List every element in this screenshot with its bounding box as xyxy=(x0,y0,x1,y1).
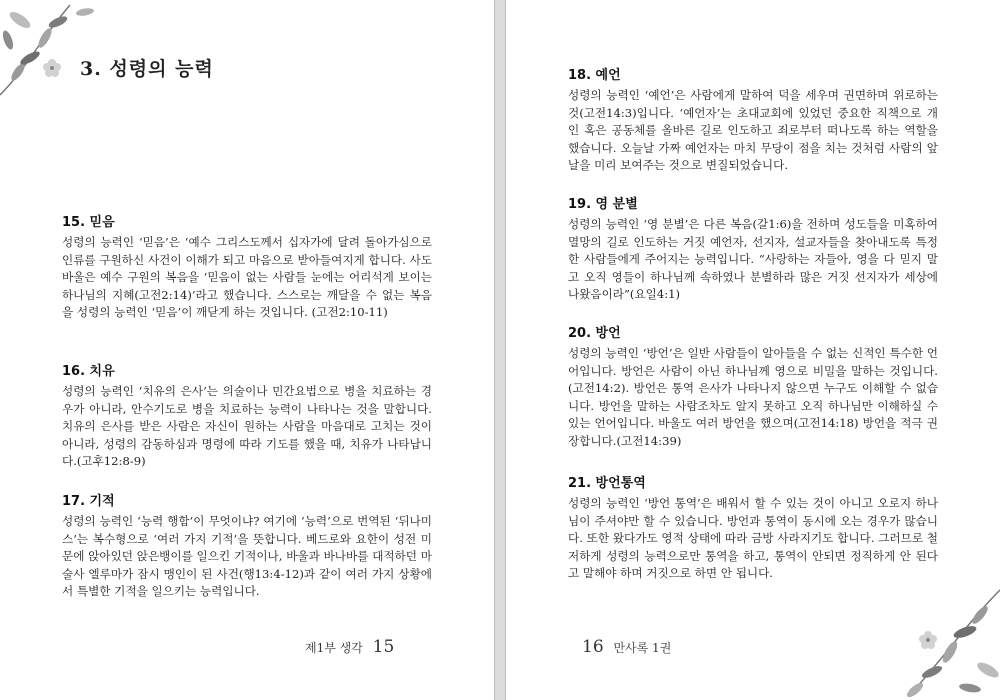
section-body: 성령의 능력인 ‘영 분별’은 다른 복음(갈1:6)을 전하며 성도들을 미혹하여 멸망의 길로 인도하는 거짓 예언자, 선지자, 설교자들을 찾아내도록 특정한 사람들에게 주어지는 능력입니다. “사랑하는 자들아, 영을 다 믿지 말고 오직 영들이 하나님께 속하였나 분별하라 많은 거짓 선지자가 세상에 나왔음이라”(요일4:1) xyxy=(568,217,938,302)
section-body: 성령의 능력인 ‘방언 통역’은 배워서 할 수 있는 것이 아니고 오로지 하나님이 주셔야만 할 수 있습니다. 방언과 통역이 동시에 오는 경우가 많습니다. 또한 왔다가도 영적 상태에 따라 금방 사라지기도 합니다. 그러므로 철저하게 성령의 능력으로만 통역을 하고, 통역이 안되면 정직하게 안 된다고 말해야 하며 거짓으로 하면 안 됩니다. xyxy=(568,496,938,581)
section-heading: 15. 믿음 xyxy=(62,215,115,230)
section-heading: 19. 영 분별 xyxy=(568,197,638,212)
section-body: 성령의 능력인 ‘예언’은 사람에게 말하여 덕을 세우며 권면하며 위로하는 것(고전14:3)입니다. ‘예언자’는 초대교회에 있었던 중요한 직책으로 개인 혹은 공동체를 올바른 길로 인도하고 죄로부터 떠나도록 하는 역할을 했습니다. 오늘날 가짜 예언자는 마치 무당이 점을 치는 것처럼 사람의 앞날을 미리 보여주는 것으로 변질되었습니다. xyxy=(568,88,938,173)
section-discernment xyxy=(568,193,938,304)
section-body: 성령의 능력인 ‘믿음’은 ‘예수 그리스도께서 십자가에 달려 돌아가심으로 인류를 구원하신 사건이 이해가 되고 마음으로 받아들여지게 합니다. 사도 바울은 예수 구원의 복음을 ‘믿음이 없는 사람들 눈에는 어리석게 보이는 하나님의 지혜(고전2:14)’라고 했습니다. 스스로는 깨달을 수 없는 복음을 성령의 능력인 ‘믿음’이 깨닫게 하는 것입니다. (고전2:10-11) xyxy=(62,235,432,320)
section-prophecy xyxy=(568,64,938,175)
page-number: 16 xyxy=(582,637,604,657)
page-folio xyxy=(576,637,671,657)
chapter-title: 3. 성령의 능력 xyxy=(80,58,214,80)
floral-corner-bottom-right-icon xyxy=(870,570,1000,700)
section-body: 성령의 능력인 ‘치유의 은사’는 의술이나 민간요법으로 병을 치료하는 경우가 아니라, 안수기도로 병을 치료하는 능력이 나타나는 것을 말합니다. 치유의 은사를 받은 사람은 자신이 원하는 사람을 마음대로 고치는 것이 아니라, 성령의 감동하심과 명령에 따라 기도를 했을 때, 치유가 나타납니다.(고후12:8-9) xyxy=(62,384,432,469)
section-tongues xyxy=(568,322,938,451)
section-heading: 17. 기적 xyxy=(62,494,115,509)
page-number: 15 xyxy=(372,637,395,657)
right-page xyxy=(505,0,1000,700)
left-page xyxy=(0,0,495,700)
folio-book: 만사록 1권 xyxy=(613,641,672,655)
section-heading: 16. 치유 xyxy=(62,364,115,379)
page-folio xyxy=(305,637,400,657)
section-healing xyxy=(62,360,432,471)
section-heading: 20. 방언 xyxy=(568,326,621,341)
section-heading: 18. 예언 xyxy=(568,68,621,83)
section-miracles xyxy=(62,490,432,601)
section-interpretation xyxy=(568,472,938,583)
folio-part: 제1부 생각 xyxy=(305,641,363,655)
section-faith xyxy=(62,211,432,322)
section-body: 성령의 능력인 ‘능력 행함’이 무엇이냐? 여기에 ‘능력’으로 번역된 ‘뒤나미스’는 복수형으로 ‘여러 가지 기적’을 뜻합니다. 베드로와 요한이 성전 미문에 앉아있던 앉은뱅이를 일으킨 기적이나, 바울과 바나바를 대적하던 마술사 엘루마가 잠시 맹인이 된 사건(행13:4-12)과 같이 여러 가지 상황에서 특별한 기적을 일으키는 능력입니다. xyxy=(62,514,432,599)
section-heading: 21. 방언통역 xyxy=(568,476,646,491)
section-body: 성령의 능력인 ‘방언’은 일반 사람들이 알아들을 수 없는 신적인 특수한 언어입니다. 방언은 사람이 아닌 하나님께 영으로 비밀을 말하는 것입니다.(고전14:2). 방언은 통역 은사가 나타나지 않으면 누구도 이해할 수 없습니다. 방언을 말하는 사람조차도 알지 못하고 오직 하나님만 이해하실 수 있는 언어입니다. 바울도 여러 방언을 했으며(고전14:18) 방언을 적극 권장합니다.(고전14:39) xyxy=(568,346,938,448)
